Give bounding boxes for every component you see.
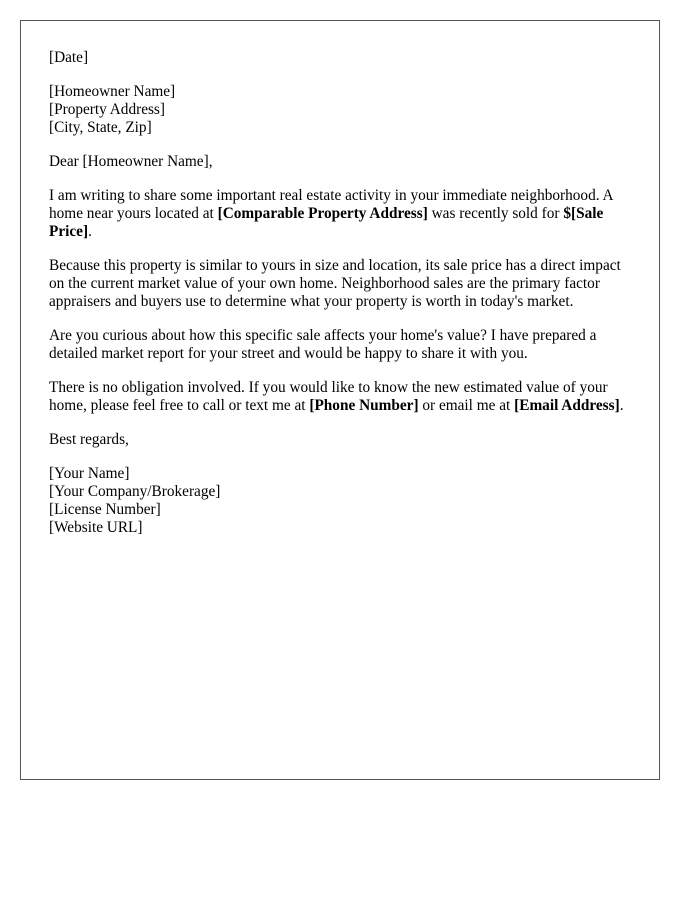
- intro-text-3: .: [88, 223, 92, 240]
- signature-company: [Your Company/Brokerage]: [49, 483, 221, 500]
- signature-website: [Website URL]: [49, 519, 143, 536]
- recipient-name: [Homeowner Name]: [49, 83, 176, 100]
- paragraph-intro: [49, 187, 631, 241]
- paragraph-contact: [49, 379, 631, 415]
- letter-page: [20, 20, 660, 780]
- contact-text-1: There is no obligation involved. If you would like to know the new estimated value of your home, please feel free to call or text me at: [49, 379, 608, 414]
- recipient-address-block: [49, 83, 631, 137]
- sale-price-placeholder: $[Sale Price]: [49, 205, 604, 240]
- closing: Best regards,: [49, 431, 129, 448]
- contact-text-3: .: [619, 397, 624, 414]
- intro-text-1: I am writing to share some important real estate activity in your immediate neighborhood. A home near yours located at: [49, 187, 613, 222]
- email-address-placeholder: [Email Address]: [514, 397, 620, 414]
- contact-text-2: or email me at: [418, 397, 515, 414]
- paragraph-impact: Because this property is similar to yours in size and location, its sale price has a direct impact on the current market value of your own home. Neighborhood sales are the primary factor appraisers and buyers use to determine what your property is worth in today's market.: [49, 257, 621, 310]
- recipient-city-state-zip: [City, State, Zip]: [49, 119, 152, 136]
- signature-license: [License Number]: [49, 501, 161, 518]
- letter-date: [49, 49, 631, 67]
- paragraph-offer: Are you curious about how this specific sale affects your home's value? I have prepared a detailed market report for your street and would be happy to share it with you.: [49, 327, 597, 362]
- intro-text-2: was recently sold for: [427, 205, 564, 222]
- date-text: [Date]: [49, 49, 89, 66]
- phone-number-placeholder: [Phone Number]: [309, 397, 419, 414]
- salutation: Dear [Homeowner Name],: [49, 153, 213, 170]
- comparable-address-placeholder: [Comparable Property Address]: [217, 205, 428, 222]
- signature-name: [Your Name]: [49, 465, 130, 482]
- recipient-address: [Property Address]: [49, 101, 165, 118]
- signature-block: [49, 465, 631, 537]
